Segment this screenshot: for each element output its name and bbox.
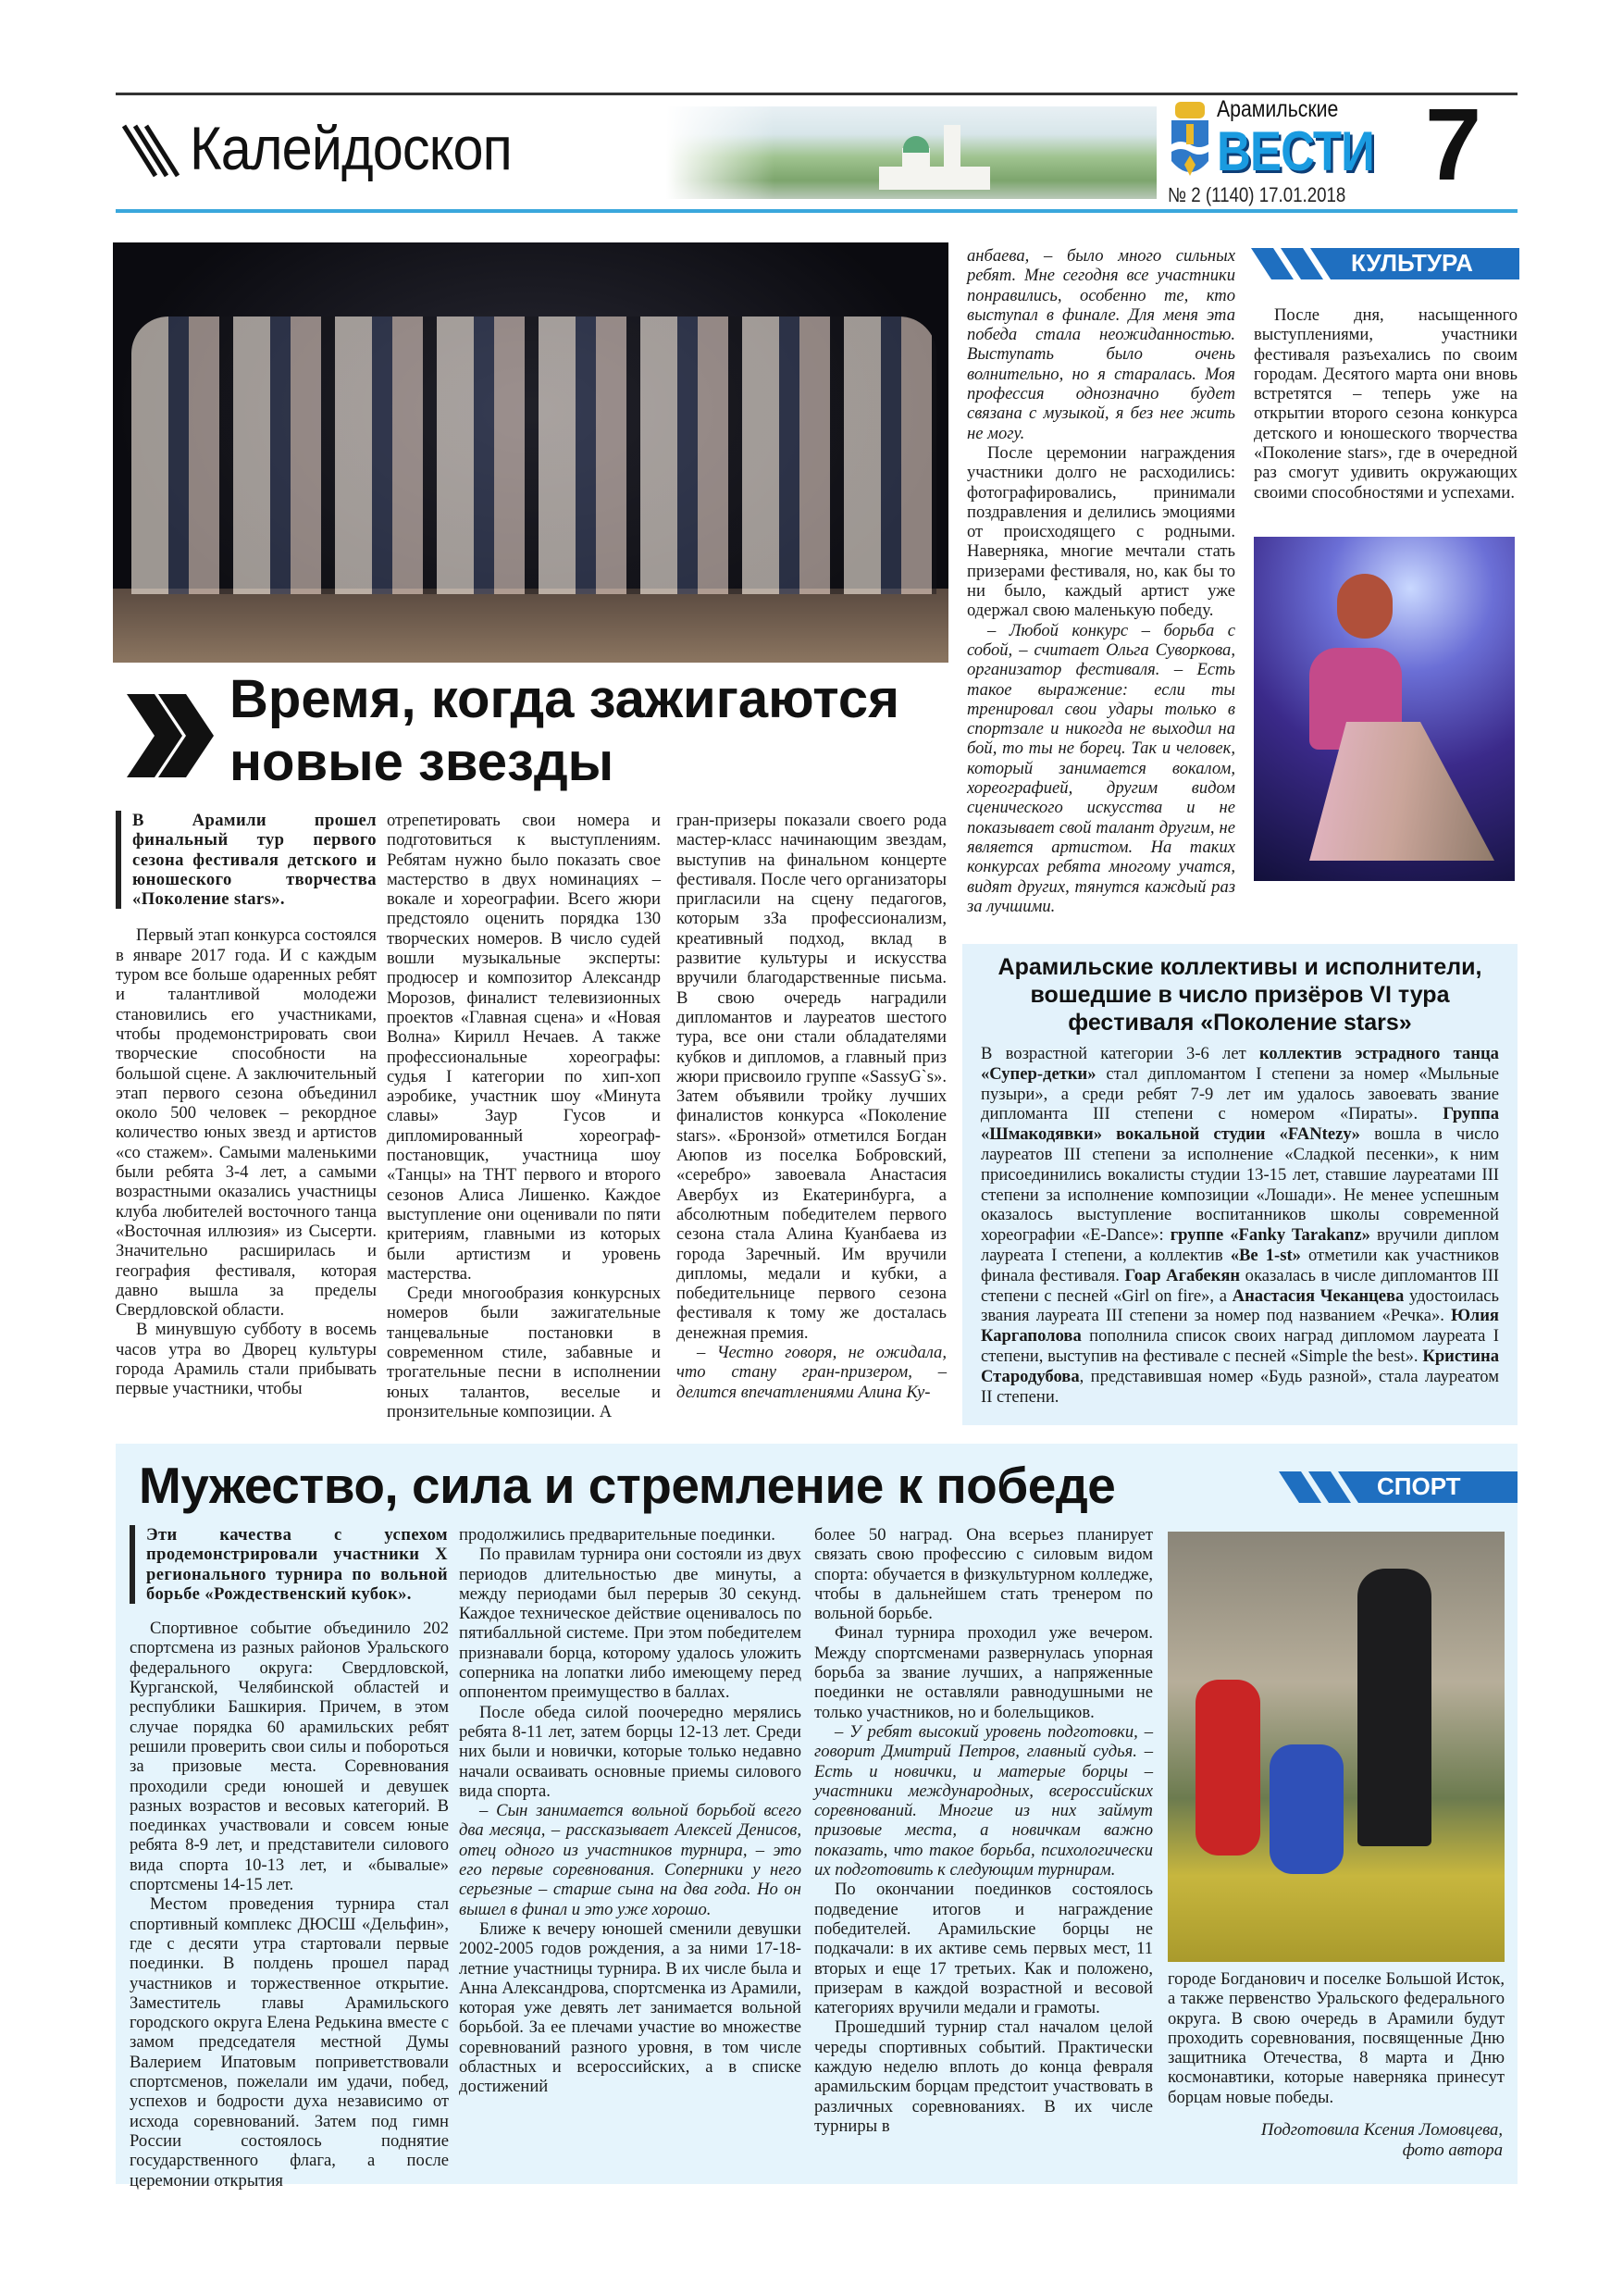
sport-tag: СПОРТ bbox=[1377, 1472, 1461, 1500]
sport-column-4 bbox=[1168, 1969, 1505, 2107]
quote-paragraph: – Честно говоря, не ожидала, что стану гран-призером, – делится впечатлениями Алина Ку- bbox=[676, 1343, 947, 1402]
text-segment: вошла в число лауреатов III степени за исполнение «Сладкой песенки», к ним присоединились вокалисты студии 13-15 лет, ставшие лауреатами III степени за исполнение композиции «Лошади». Не менее успешным оказалось выступление воспитанников школы современной хореографии «E-Dance»: bbox=[981, 1124, 1499, 1246]
paragraph: продолжились предварительные поединки. bbox=[459, 1525, 775, 1545]
paragraph: По правилам турнира они состояли из двух периодов длительностью две минуты, а между периодами был перерыв 30 секунд. Каждое техническое действие оценивалось по пятибалльной системе. При этом победителем признавали борца, которому удалось уложить соперника на лопатки либо имеющему перед оппонентом преимущество в баллах. bbox=[459, 1545, 801, 1703]
text-segment: отметили как участников финала фестиваля. bbox=[981, 1245, 1499, 1285]
winner-name: Группа «Шмакодявки» вокальной студии «FANtezy» bbox=[981, 1104, 1499, 1145]
paragraph: Ближе к вечеру юношей сменили девушки 2002-2005 годов рождения, а за ними 17-18-летние участницы турнира. В их числе была и Анна Александрова, спортсменка из Арамили, которая уже девять лет занимается вольной борьбой. За ее плечами участие во множестве соревнований разного уровня, в том числе областных и всероссийских, а в списке достижений bbox=[459, 1918, 801, 2097]
winner-name: «Be 1-st» bbox=[1230, 1245, 1301, 1265]
paragraph: Спортивное событие объединило 202 спортсмена из разных районов Уральского федерального округа: Свердловской, Курганской, Челябинской областей и республики Башкирия. Причем, в этом случае порядка 60 арамильских ребят решили проверить свои силы и побороться за призовые места. Соревнования проходили среди юношей и девушек разных возрастов и весовых категорий. В поединках участвовали и совсем юные ребята 8-9 лет, и представители силового вида спорта 10-13 лет, и «бывалые» спортсмены 14-15 лет. bbox=[130, 1619, 449, 1895]
sport-headline: Мужество, сила и стремление к победе bbox=[139, 1457, 1116, 1514]
paragraph: В минувшую субботу в восемь часов утра во Дворец культуры города Арамиль стали прибывать первые участники, чтобы bbox=[116, 1320, 377, 1399]
paragraph: более 50 наград. Она всерьез планирует связать свою профессию с силовым видом спорта: обучается в физкультурном колледже, чтобы в дальнейшем стать тренером по вольной борьбе. bbox=[814, 1525, 1153, 1624]
article-headline bbox=[229, 668, 947, 794]
sport-column-2 bbox=[459, 1525, 801, 2097]
quote-paragraph: – Любой конкурс – борьба с собой, – считает Ольга Суворкова, организатор фестиваля. – Есть такое выражение: если ты тренировал свои удары только в спортзале и никогда не выходил на бой, то ты не борец. Так и человек, который занимается вокалом, хореографией, другим видом сценического искусства и не показывает свой талант другим, не является артистом. На таких конкурсах ребята многому учатся, видят других, тянутся каждый раз за лучшими. bbox=[967, 620, 1235, 916]
headline-arrows-icon bbox=[125, 689, 217, 782]
sport-last-column-and-byline bbox=[1168, 1969, 1505, 2161]
issue-info: № 2 (1140) 17.01.2018 bbox=[1168, 183, 1346, 206]
headline-line-1: Время, когда зажигаются bbox=[229, 669, 899, 729]
page-number: 7 bbox=[1425, 88, 1482, 202]
quote-paragraph: – У ребят высокий уровень подготовки, – говорит Дмитрий Петров, главный судья. – Есть и новички, и матерые борцы – участники международных, всероссийских соревнований. Многие из них займут призовые места, а новичкам важно показать, что такое борьба, психологически их подготовить к следующим турнирам. bbox=[814, 1721, 1153, 1880]
coat-of-arms-icon bbox=[1168, 100, 1212, 185]
winner-name: коллектив эстрадного танца «Супер-детки» bbox=[981, 1044, 1499, 1084]
top-rule bbox=[116, 93, 1518, 95]
paragraph: городе Богданович и поселке Большой Исток, а также первенство Уральского федерального округа. В свою очередь в Арамили будут проходить соревнования, посвященные Дню защитника Отечества, 8 марта и Дню космонавтики, которые наверняка принесут борцам новые победы. bbox=[1168, 1969, 1505, 2107]
quote-paragraph: – Сын занимается вольной борьбой всего два месяца, – рассказывает Алексей Денисов, отец одного из участников турнира, – это его первые соревнования. Соперники у него серьезные – старше сына на два года. Но он вышел в финал и это уже хорошо. bbox=[459, 1801, 801, 1919]
paragraph: По окончании поединков состоялось подведение итогов и награждение победителей. Арамильские борцы не подкачали: в их активе семь первых мест, 11 вторых и еще 17 третьих. Как и положено, призерам в каждой возрастной и весовой категориях вручили медали и грамоты. bbox=[814, 1880, 1153, 2018]
sport-lead-and-first-column bbox=[130, 1525, 449, 2191]
wrestling-photo bbox=[1168, 1532, 1505, 1962]
logo-subtitle: Арамильские bbox=[1217, 96, 1339, 122]
winner-name: Анастасия Чеканцева bbox=[1232, 1285, 1405, 1306]
paragraph: После обеда силой поочередно мерялись ребята 8-11 лет, затем борцы 12-13 лет. Среди них были и новички, которые только недавно начали осваивать основные приемы силового вида спорта. bbox=[459, 1702, 801, 1801]
winner-name: Гоар Агабекян bbox=[1124, 1265, 1241, 1285]
article-lead-and-first-column bbox=[116, 811, 377, 1399]
sport-column-3 bbox=[814, 1525, 1153, 2136]
paragraph: После дня, насыщенного выступлениями, участники фестиваля разъехались по своим городам. Десятого марта они вновь встретятся – теперь уже на открытии второго сезона конкурса детского и юношеского творчества «Поколение stars», где в очередной раз смогут удивить окружающих своими способностями и успехами. bbox=[1254, 305, 1518, 503]
sport-lead: Эти качества с успехом продемонстрировали участники X регионального турнира по вольной борьбе «Рождественский кубок». bbox=[130, 1525, 448, 1604]
singer-photo bbox=[1254, 537, 1515, 881]
header-town-photo bbox=[666, 106, 1157, 199]
section-title: Калейдоскоп bbox=[190, 114, 512, 182]
paragraph: отрепетировать свои номера и подготовиться к выступлениям. Ребятам нужно было показать свое мастерство в двух номинациях – вокале и хореографии. Всего жюри предстояло оценить порядка 130 творческих номеров. В число судей вошли музыкальные эксперты: продюсер и композитор Александр Морозов, финалист телевизионных проектов «Главная сцена» и «Новая Волна» Кирилл Нечаев. А также профессиональные хореографы: судья I категории по хип-хоп аэробике, участник шоу «Минута славы» Заур Гусов и дипломированный хореограф-постановщик, участница шоу «Танцы» на ТНТ первого и второго сезонов Алиса Лишенко. Каждое выступление они оценивали по пяти критериям, главными из которых были артистизм и уровень мастерства. bbox=[387, 811, 661, 1284]
paragraph: Прошедший турнир стал началом целой череды спортивных событий. Практически каждую неделю вплоть до конца февраля арамильским борцам предстоит участвовать в различных соревнованиях. В их числе турниры в bbox=[814, 2017, 1153, 2136]
section-slashes-icon bbox=[118, 118, 183, 183]
header-blue-rule bbox=[116, 209, 1518, 213]
logo-title: ВЕСТИ bbox=[1217, 120, 1374, 182]
text-segment: , представившая номер «Будь разной», стала лауреатом II степени. bbox=[981, 1366, 1499, 1407]
article-column-4 bbox=[967, 246, 1235, 916]
article-lead: В Арамили прошел финальный тур первого сезона фестиваля детского и юношеского творчества «Поколение stars». bbox=[116, 811, 377, 909]
paragraph: Местом проведения турнира стал спортивный комплекс ДЮСШ «Дельфин», где с десяти утра стартовали первые поединки. В полдень прошел парад участников и торжественное открытие. Заместитель главы Арамильского городского округа Елена Редькина вместе с замом председателя местной Думы Валерием Ипатовым поприветствовали спортсменов, пожелали им удачи, побед, успехов и бодрости духа независимо от исхода соревнований. Затем под гимн России состоялось поднятие государственного флага, а после церемонии открытия bbox=[130, 1894, 449, 2191]
article-column-5 bbox=[1254, 305, 1518, 503]
article-column-1 bbox=[116, 925, 377, 1398]
winner-name: Юлия Каргаполова bbox=[981, 1306, 1499, 1347]
text-segment: стал дипломантом I степени за номер «Мыльные пузыри», а среди ребят 7-9 лет им удалось завоевать звание дипломанта III степени с номером «Пираты». bbox=[981, 1063, 1499, 1124]
prize-winners-text bbox=[981, 1044, 1499, 1407]
byline-photo-credit: фото автора bbox=[1402, 2141, 1503, 2161]
article-column-2 bbox=[387, 811, 661, 1421]
headline-line-2: новые звезды bbox=[229, 732, 614, 792]
byline-author: Подготовила Ксения Ломовцева, bbox=[1260, 2120, 1503, 2141]
winner-name: Кристина Стародубова bbox=[981, 1346, 1499, 1386]
paragraph: Среди многообразия конкурсных номеров были зажигательные танцевальные постановки в современном стиле, забавные и трогательные песни в исполнении юных талантов, веселые и пронзительные композиции. А bbox=[387, 1284, 661, 1421]
text-segment: В возрастной категории 3-6 лет bbox=[981, 1044, 1259, 1063]
text-segment: пополнила список своих наград дипломом лауреата I степени, выступив на фестивале с песней «Simple the best». bbox=[981, 1326, 1499, 1366]
festival-group-photo bbox=[113, 242, 948, 663]
text-segment: вручили диплом лауреата I степени, а коллектив bbox=[981, 1225, 1499, 1265]
prize-winners-title: Арамильские коллективы и исполнители, вошедшие в число призёров VI тура фестиваля «Поколение stars» bbox=[997, 954, 1482, 1036]
paragraph: Финал турнира проходил уже вечером. Между спортсменами развернулась упорная борьба за звание лучших, а напряженные поединки не оставляли равнодушными не только участников, но и болельщиков. bbox=[814, 1623, 1153, 1722]
quote-paragraph: анбаева, – было много сильных ребят. Мне сегодня все участники понравились, особенно те, кто выступал в финале. Для меня эта победа стала неожиданностью. Выступать было очень волнительно, но я старалась. Моя профессия однозначно будет связана с музыкой, я без нее жить не могу. bbox=[967, 246, 1235, 443]
byline bbox=[1168, 2120, 1505, 2161]
winner-name: группе «Fanky Tarakanz» bbox=[1170, 1225, 1370, 1246]
article-column-3 bbox=[676, 811, 947, 1402]
paragraph: После церемонии награждения участники долго не расходились: фотографировались, принимали поздравления и делились эмоциями от происходящего с родными. Наверняка, многие мечтали стать призерами фестиваля, но, как бы то ни было, каждый артист уже одержал свою маленькую победу. bbox=[967, 442, 1235, 621]
paragraph: гран-призеры показали своего рода мастер-класс начинающим звездам, выступив на финальном концерте фестиваля. После чего организаторы пригласили на сцену педагогов, которым зЗа профессионализм, креативный подход, вклад в развитие культуры и искусства вручили благодарственные письма. В свою очередь наградили дипломантов и лауреатов шестого тура, все они стали обладателями кубков и дипломов, а главный приз жюри присвоило группе «SassyG`s». Затем объявили тройку лучших финалистов конкурса «Поколение stars». «Бронзой» отметился Богдан Аюпов из поселка Бобровский, «серебро» завоевала Анастасия Авербух из Екатеринбурга, а абсолютным победителем первого сезона стала Алина Куанбаева из города Заречный. Им вручили дипломы, медали и кубки, а победительнице первого сезона фестиваля к тому же досталась денежная премия. bbox=[676, 811, 947, 1343]
paragraph: Первый этап конкурса состоялся в январе 2017 года. И с каждым туром все больше одаренных ребят и талантливой молодежи становились его участниками, чтобы продемонстрировать свои творческие способности на большой сцене. А заключительный этап первого сезона объединил около 500 человек – рекордное количество юных звезд и артистов «со стажем». Самыми маленькими были ребята 3-4 лет, а самыми возрастными оказались участницы клуба любителей восточного танца «Восточная иллюзия» из Сысерти. Значительно расширилась и география фестиваля, которая давно вышла за пределы Свердловской области. bbox=[116, 925, 377, 1321]
text-segment: удостоилась звания лауреата III степени за номер под названием «Речка». bbox=[981, 1285, 1500, 1326]
culture-tag: КУЛЬТУРА bbox=[1351, 249, 1473, 277]
text-segment: оказалась в числе дипломантов III степени с песней «Girl on fire», а bbox=[981, 1265, 1499, 1306]
sport-column-1 bbox=[130, 1619, 449, 2191]
